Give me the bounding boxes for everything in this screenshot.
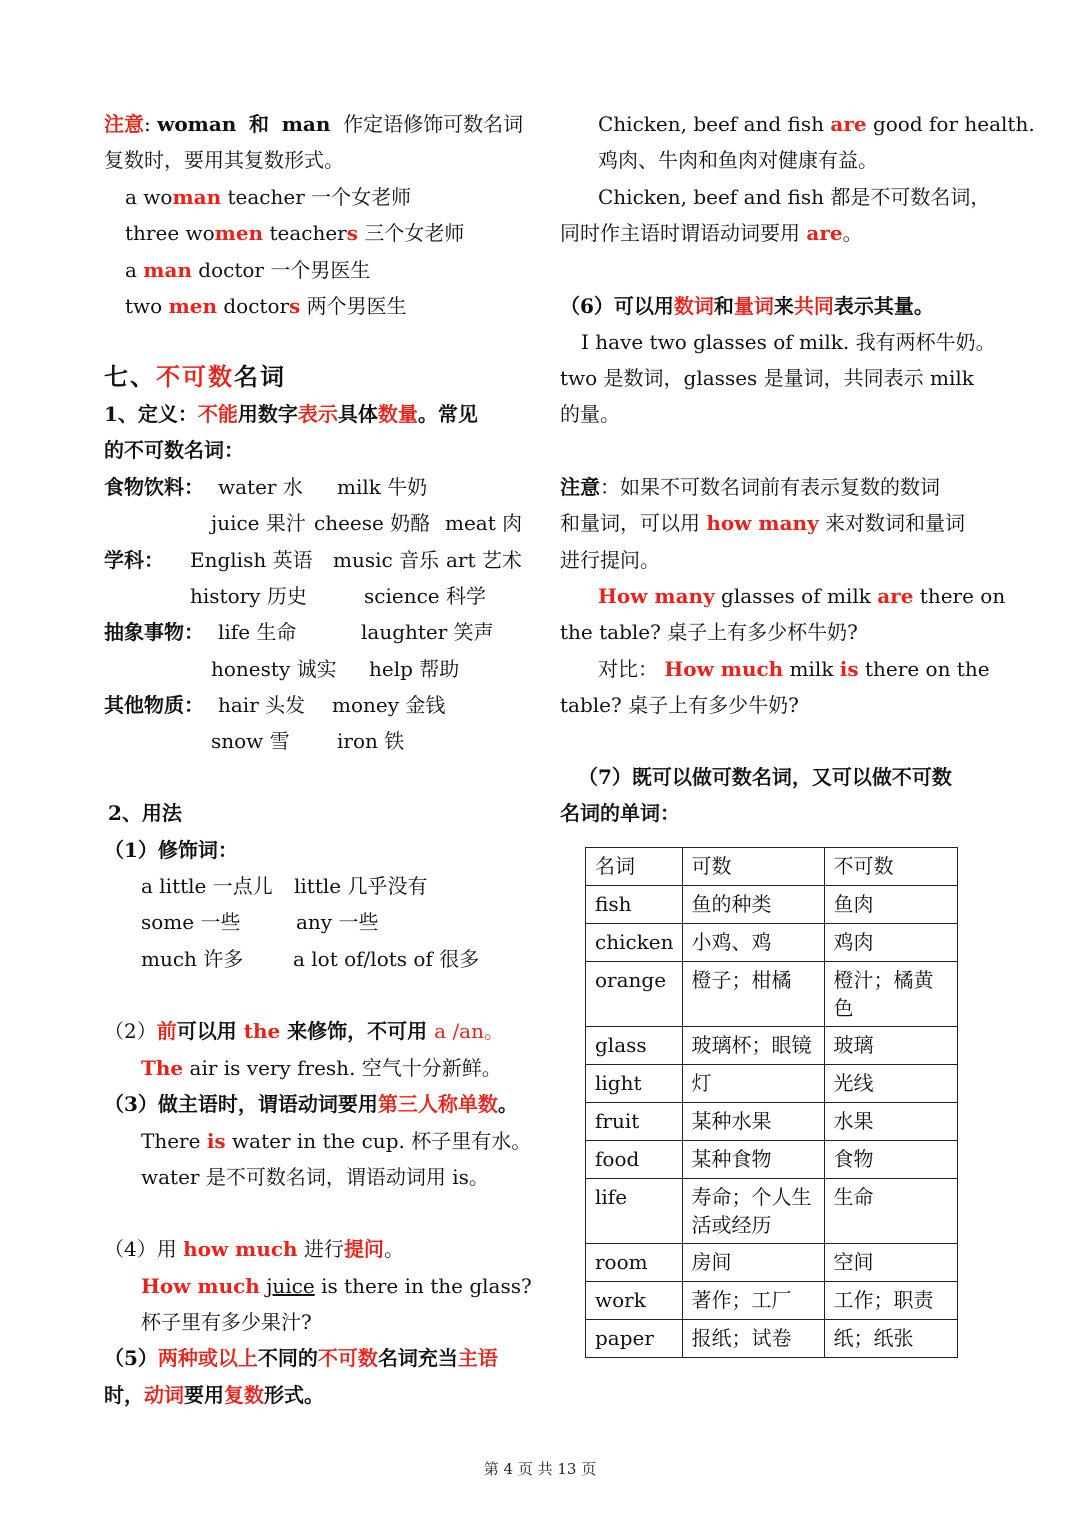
subject-english: English 英语 (190, 548, 313, 572)
table-cell: 可数 (682, 848, 824, 886)
modifier-little: little 几乎没有 (294, 874, 428, 898)
usage-3-explanation: water 是不可数名词，谓语动词用 is。 (141, 1165, 489, 1189)
table-cell: 空间 (824, 1244, 957, 1282)
usage-1-title: （1）修饰词： (104, 838, 238, 862)
table-cell: food (586, 1141, 683, 1179)
food-milk: milk 牛奶 (337, 475, 428, 499)
compare-line-1: 对比： How much milk is there on the (598, 657, 990, 681)
table-cell: 生命 (824, 1179, 957, 1244)
usage-6-example: I have two glasses of milk. 我有两杯牛奶。 (581, 330, 996, 354)
note-line-2: 复数时，要用其复数形式。 (104, 148, 344, 172)
usage-3-title: （3）做主语时，谓语动词要用第三人称单数。 (104, 1092, 518, 1116)
table-cell: 纸；纸张 (824, 1320, 957, 1358)
usage-5-line-2: 时，动词要用复数形式。 (104, 1383, 324, 1407)
right-example-1-translation: 鸡肉、牛肉和鱼肉对健康有益。 (598, 148, 878, 172)
table-cell: 鸡肉 (824, 924, 957, 962)
usage-7-title-1: （7）既可以做可数名词，又可以做不可数 (578, 765, 952, 789)
table-cell: 名词 (586, 848, 683, 886)
table-cell: 光线 (824, 1065, 957, 1103)
table-row (586, 1103, 958, 1141)
countable-uncountable-table (585, 847, 958, 1358)
abstract-honesty: honesty 诚实 (211, 657, 337, 681)
right-note-line-2: 和量词，可以用 how many 来对数词和量词 (560, 511, 966, 535)
table-cell: orange (586, 962, 683, 1027)
abstract-laughter: laughter 笑声 (361, 620, 494, 644)
food-label: 食物饮料： (104, 475, 204, 499)
table-cell: 某种水果 (682, 1103, 824, 1141)
table-row (586, 962, 958, 1027)
table-cell: 工作；职责 (824, 1282, 957, 1320)
table-cell: life (586, 1179, 683, 1244)
table-cell: 房间 (682, 1244, 824, 1282)
abstract-label: 抽象事物： (104, 620, 204, 644)
usage-4-translation: 杯子里有多少果汁? (141, 1310, 312, 1334)
modifier-any: any 一些 (296, 910, 379, 934)
table-cell: light (586, 1065, 683, 1103)
usage-6-explanation-2: 的量。 (560, 402, 620, 426)
table-cell: 不可数 (824, 848, 957, 886)
table-cell: 著作；工厂 (682, 1282, 824, 1320)
modifier-a-lot-of: a lot of/lots of 很多 (293, 947, 480, 971)
usage-6-title: （6）可以用数词和量词来共同表示其量。 (560, 294, 934, 318)
table-row (586, 1244, 958, 1282)
table-cell: 玻璃杯；眼镜 (682, 1027, 824, 1065)
table-cell: chicken (586, 924, 683, 962)
other-label: 其他物质： (104, 693, 204, 717)
usage-5-line-1: （5）两种或以上不同的不可数名词充当主语 (104, 1346, 498, 1370)
other-iron: iron 铁 (337, 729, 405, 753)
subject-art: art 艺术 (446, 548, 522, 572)
food-meat: meat 肉 (445, 511, 523, 535)
other-hair: hair 头发 (218, 693, 306, 717)
food-cheese: cheese 奶酪 (314, 511, 431, 535)
table-cell: fruit (586, 1103, 683, 1141)
example-woman-teacher: a woman teacher 一个女老师 (125, 185, 412, 209)
table-cell: paper (586, 1320, 683, 1358)
subject-history: history 历史 (190, 584, 307, 608)
page-footer: 第 4 页 共 13 页 (483, 1460, 597, 1478)
usage-7-title-2: 名词的单词： (560, 801, 680, 825)
subject-science: science 科学 (364, 584, 486, 608)
table-cell: 食物 (824, 1141, 957, 1179)
definition-line-1: 1、定义：不能用数字表示具体数量。常见 (104, 402, 478, 426)
other-money: money 金钱 (332, 693, 446, 717)
table-cell: fish (586, 886, 683, 924)
table-cell: room (586, 1244, 683, 1282)
table-row (586, 1027, 958, 1065)
usage-4-title: （4）用 how much 进行提问。 (104, 1237, 404, 1261)
example-men-doctors: two men doctors 两个男医生 (125, 294, 407, 318)
how-many-question-2: the table? 桌子上有多少杯牛奶? (560, 620, 858, 644)
table-cell: 寿命；个人生活或经历 (682, 1179, 824, 1244)
abstract-help: help 帮助 (369, 657, 460, 681)
table-cell: 小鸡、鸡 (682, 924, 824, 962)
table-cell: 橙子；柑橘 (682, 962, 824, 1027)
usage-heading: 2、用法 (108, 801, 182, 825)
table-row (586, 1065, 958, 1103)
usage-2-example: The air is very fresh. 空气十分新鲜。 (141, 1056, 502, 1080)
modifier-some: some 一些 (141, 910, 241, 934)
table-cell: 鱼肉 (824, 886, 957, 924)
food-water: water 水 (218, 475, 303, 499)
table-cell: glass (586, 1027, 683, 1065)
table-row (586, 886, 958, 924)
usage-2-title: （2）前可以用 the 来修饰，不可用 a /an。 (104, 1019, 504, 1043)
table-cell: 报纸；试卷 (682, 1320, 824, 1358)
note-label: 注意 (104, 112, 144, 136)
table-cell: work (586, 1282, 683, 1320)
table-row (586, 1320, 958, 1358)
example-women-teachers: three women teachers 三个女老师 (125, 221, 465, 245)
modifier-a-little: a little 一点儿 (141, 874, 273, 898)
example-man-doctor: a man doctor 一个男医生 (125, 258, 371, 282)
table-cell: 玻璃 (824, 1027, 957, 1065)
food-juice: juice 果汁 (211, 511, 306, 535)
compare-line-2: table? 桌子上有多少牛奶? (560, 693, 799, 717)
other-snow: snow 雪 (211, 729, 290, 753)
abstract-life: life 生命 (218, 620, 297, 644)
right-note-line-1: 注意：如果不可数名词前有表示复数的数词 (560, 475, 940, 499)
table-row (586, 924, 958, 962)
right-example-1: Chicken, beef and fish are good for health. (598, 112, 1035, 136)
table-cell: 水果 (824, 1103, 957, 1141)
right-note-line-3: 进行提问。 (560, 548, 660, 572)
modifier-much: much 许多 (141, 947, 244, 971)
usage-3-example: There is water in the cup. 杯子里有水。 (141, 1129, 532, 1153)
right-explanation-1: Chicken, beef and fish 都是不可数名词， (598, 185, 991, 209)
definition-line-2: 的不可数名词： (104, 438, 244, 462)
subject-label: 学科： (104, 548, 164, 572)
table-row (586, 1141, 958, 1179)
table-row (586, 1179, 958, 1244)
usage-4-example: How much juice is there in the glass? (141, 1274, 532, 1298)
right-explanation-2: 同时作主语时谓语动词要用 are。 (560, 221, 863, 245)
table-cell: 灯 (682, 1065, 824, 1103)
table-cell: 橙汁；橘黄色 (824, 962, 957, 1027)
subject-music: music 音乐 (333, 548, 440, 572)
note-line-1: 注意: woman 和 man 作定语修饰可数名词 (104, 112, 524, 136)
table-header-row (586, 848, 958, 886)
table-cell: 某种食物 (682, 1141, 824, 1179)
how-many-question: How many glasses of milk are there on (598, 584, 1006, 608)
usage-6-explanation-1: two 是数词，glasses 是量词，共同表示 milk (560, 366, 974, 390)
table-cell: 鱼的种类 (682, 886, 824, 924)
section-7-heading: 七、不可数名词 (104, 362, 286, 391)
table-row (586, 1282, 958, 1320)
